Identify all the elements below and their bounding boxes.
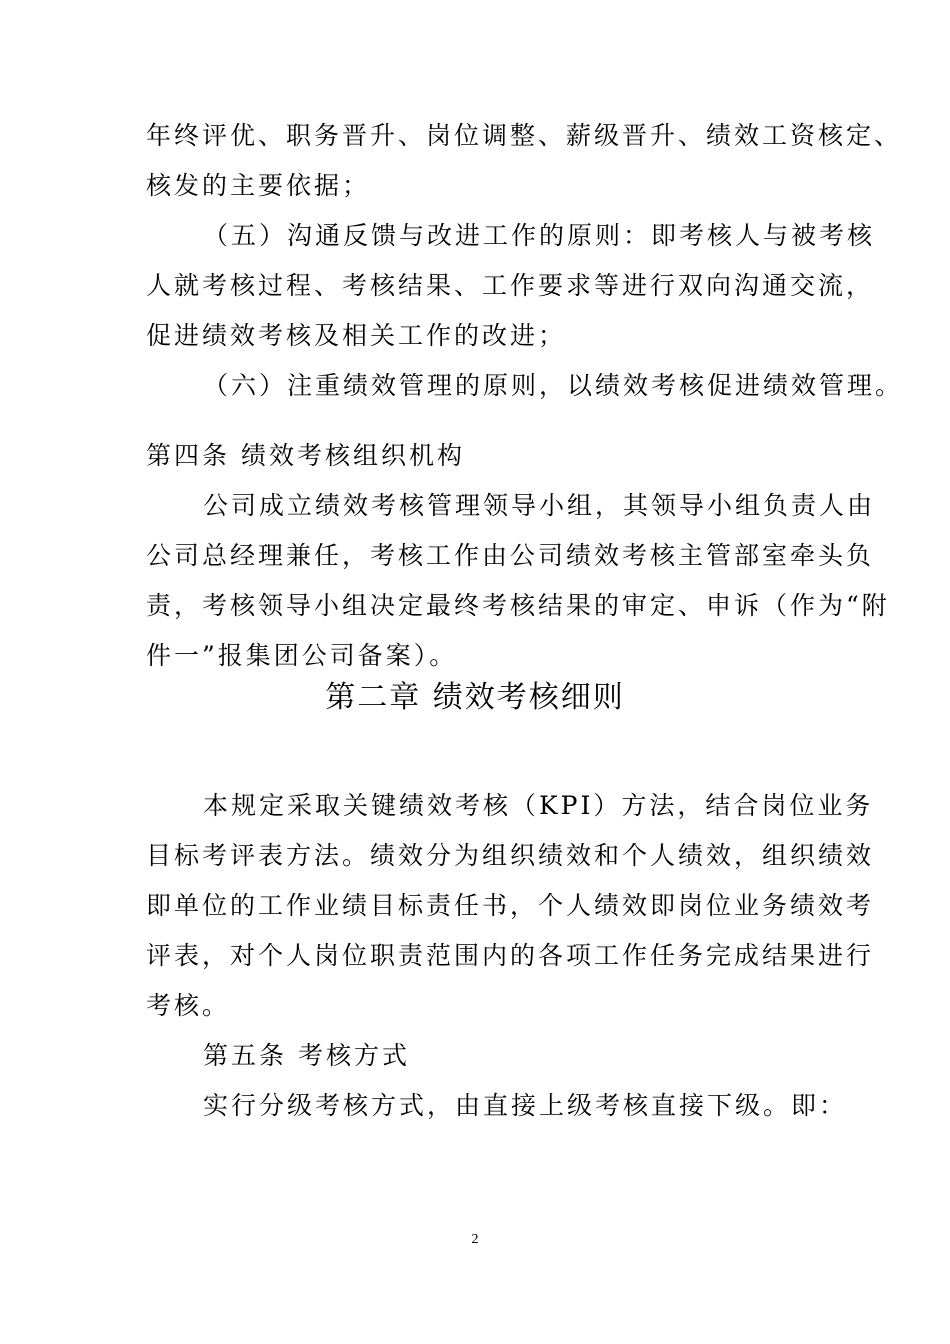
article-heading: 第五条 考核方式 — [203, 1041, 410, 1070]
paragraph-line: 目标考评表方法。绩效分为组织绩效和个人绩效，组织绩效 — [146, 841, 875, 870]
paragraph-line: 责，考核领导小组决定最终考核结果的审定、申诉（作为“附 — [146, 591, 890, 620]
paragraph-line: 即单位的工作业绩目标责任书，个人绩效即岗位业务绩效考 — [146, 891, 875, 920]
paragraph-line: 件一”报集团公司备案）。 — [146, 641, 458, 670]
paragraph-line: （六）注重绩效管理的原则，以绩效考核促进绩效管理。 — [203, 371, 904, 400]
paragraph-line: （五）沟通反馈与改进工作的原则：即考核人与被考核 — [203, 221, 876, 250]
paragraph-line: 考核。 — [146, 991, 231, 1020]
paragraph-line: 本规定采取关键绩效考核（KPI）方法，结合岗位业务 — [203, 791, 874, 820]
paragraph-line: 核发的主要依据； — [146, 171, 371, 200]
paragraph-line: 年终评优、职务晋升、岗位调整、薪级晋升、绩效工资核定、 — [146, 121, 903, 150]
paragraph-line: 促进绩效考核及相关工作的改进； — [146, 321, 567, 350]
paragraph-line: 实行分级考核方式，由直接上级考核直接下级。即： — [203, 1091, 848, 1120]
chapter-title: 第二章 绩效考核细则 — [325, 680, 625, 715]
article-heading: 第四条 绩效考核组织机构 — [146, 441, 465, 470]
paragraph-line: 评表，对个人岗位职责范围内的各项工作任务完成结果进行 — [146, 941, 875, 970]
page-number: 2 — [471, 1232, 479, 1247]
paragraph-line: 公司总经理兼任，考核工作由公司绩效考核主管部室牵头负 — [146, 541, 875, 570]
paragraph-line: 公司成立绩效考核管理领导小组，其领导小组负责人由 — [203, 491, 876, 520]
paragraph-line: 人就考核过程、考核结果、工作要求等进行双向沟通交流， — [146, 271, 875, 300]
